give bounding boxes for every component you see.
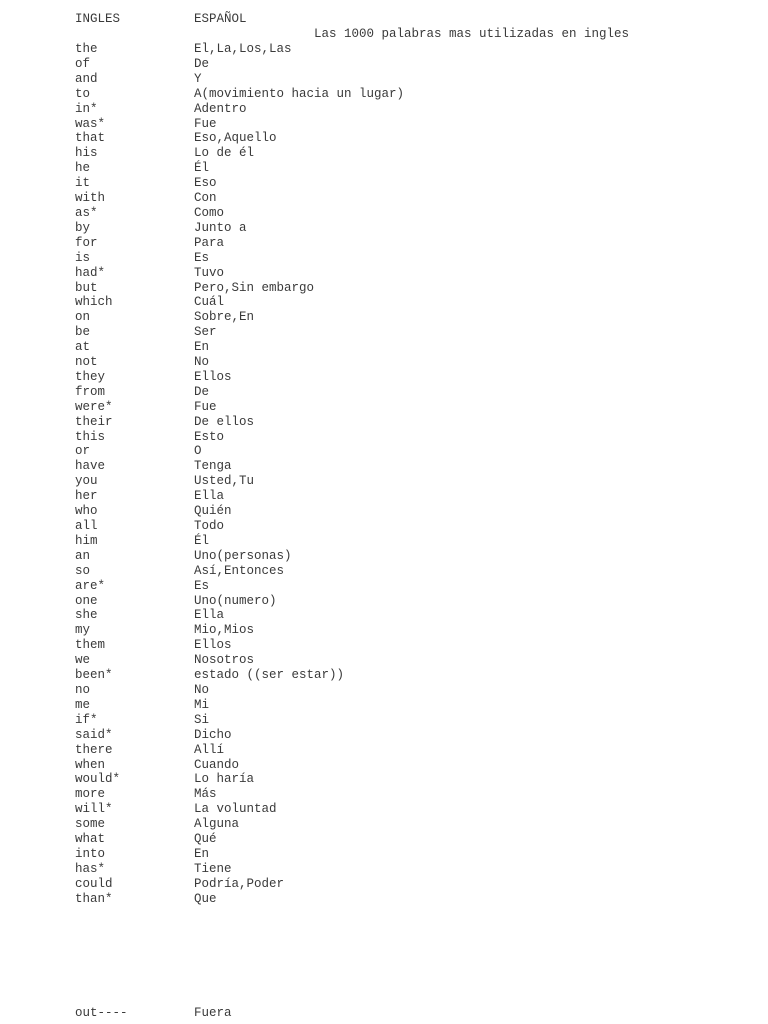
spanish-translation: La voluntad — [194, 802, 277, 817]
spanish-translation: Más — [194, 787, 217, 802]
spanish-translation: Ella — [194, 608, 225, 623]
word-row — [0, 504, 768, 519]
spanish-translation: Si — [194, 712, 210, 727]
english-word: at — [75, 340, 91, 355]
spanish-translation: Fue — [194, 116, 217, 131]
word-row — [0, 295, 768, 310]
english-word: but — [75, 280, 98, 295]
word-row — [0, 385, 768, 400]
word-row — [0, 758, 768, 773]
word-row — [0, 430, 768, 445]
english-word: no — [75, 682, 91, 697]
word-row — [0, 221, 768, 236]
word-row — [0, 474, 768, 489]
spanish-translation: Así,Entonces — [194, 563, 285, 578]
english-word: what — [75, 832, 106, 847]
english-word: in* — [75, 101, 98, 116]
spanish-translation: Tiene — [194, 861, 232, 876]
word-row — [0, 146, 768, 161]
spanish-translation: No — [194, 355, 210, 370]
english-word: there — [75, 742, 113, 757]
spanish-translation: Cuál — [194, 295, 225, 310]
word-row — [0, 266, 768, 281]
word-row — [0, 191, 768, 206]
english-word: out---- — [75, 1006, 128, 1020]
spanish-translation: Eso — [194, 176, 217, 191]
english-word: into — [75, 846, 106, 861]
spanish-translation: Ella — [194, 489, 225, 504]
word-row-last — [0, 1006, 768, 1021]
english-word: some — [75, 817, 106, 832]
english-word: been* — [75, 668, 113, 683]
english-word: to — [75, 86, 91, 101]
english-word: him — [75, 533, 98, 548]
spanish-translation: Usted,Tu — [194, 474, 255, 489]
spanish-translation: Él — [194, 533, 210, 548]
word-row — [0, 236, 768, 251]
spanish-translation: Dicho — [194, 727, 232, 742]
english-word: his — [75, 146, 98, 161]
spanish-translation: Uno(numero) — [194, 593, 277, 608]
word-row — [0, 87, 768, 102]
word-row — [0, 415, 768, 430]
word-row — [0, 892, 768, 907]
english-word: as* — [75, 205, 98, 220]
word-row — [0, 161, 768, 176]
word-row — [0, 310, 768, 325]
spanish-translation: A(movimiento hacia un lugar) — [194, 86, 405, 101]
word-row — [0, 400, 768, 415]
spanish-translation: Es — [194, 250, 210, 265]
english-word: all — [75, 519, 98, 533]
word-row — [0, 743, 768, 758]
spanish-translation: Para — [194, 235, 225, 250]
word-row — [0, 728, 768, 743]
word-row — [0, 355, 768, 370]
english-word: when — [75, 757, 106, 772]
english-word: not — [75, 355, 98, 370]
spanish-translation: Con — [194, 191, 217, 206]
word-row — [0, 549, 768, 564]
spanish-translation: El,La,Los,Las — [194, 42, 292, 56]
spanish-translation: Quién — [194, 504, 232, 519]
english-word: we — [75, 653, 91, 668]
english-word: if* — [75, 712, 98, 727]
word-row — [0, 847, 768, 862]
word-list — [0, 42, 768, 907]
spanish-translation: Alguna — [194, 817, 240, 832]
english-word: their — [75, 414, 113, 429]
word-row — [0, 176, 768, 191]
english-word: be — [75, 325, 91, 340]
spanish-translation: De — [194, 384, 210, 399]
spanish-translation: Uno(personas) — [194, 548, 292, 563]
english-word: her — [75, 489, 98, 504]
word-row — [0, 57, 768, 72]
word-row — [0, 608, 768, 623]
spanish-translation: Y — [194, 71, 202, 86]
spanish-translation: Él — [194, 161, 210, 176]
spanish-translation: Allí — [194, 742, 225, 757]
word-row — [0, 325, 768, 340]
spanish-translation: Lo haría — [194, 772, 255, 787]
spanish-translation: Tenga — [194, 459, 232, 474]
english-word: said* — [75, 727, 113, 742]
english-word: you — [75, 474, 98, 489]
word-row — [0, 564, 768, 579]
word-row — [0, 862, 768, 877]
word-row — [0, 281, 768, 296]
spanish-translation: De — [194, 56, 210, 71]
english-word: or — [75, 444, 91, 459]
spanish-translation: Tuvo — [194, 265, 225, 280]
spanish-translation: De ellos — [194, 414, 255, 429]
english-word: them — [75, 638, 106, 653]
column-header-spanish: ESPAÑOL — [194, 12, 247, 26]
spanish-translation: Ser — [194, 325, 217, 340]
english-word: he — [75, 161, 91, 176]
english-word: who — [75, 504, 98, 519]
english-word: were* — [75, 399, 113, 414]
english-word: the — [75, 42, 98, 56]
english-word: my — [75, 623, 91, 638]
spanish-translation: Mi — [194, 697, 210, 712]
word-row — [0, 102, 768, 117]
english-word: an — [75, 548, 91, 563]
word-row — [0, 817, 768, 832]
word-row — [0, 802, 768, 817]
english-word: this — [75, 429, 106, 444]
word-row — [0, 698, 768, 713]
english-word: so — [75, 563, 91, 578]
spanish-translation: Sobre,En — [194, 310, 255, 325]
spanish-translation: Ellos — [194, 369, 232, 384]
spanish-translation: Junto a — [194, 220, 247, 235]
english-word: would* — [75, 772, 121, 787]
english-word: from — [75, 384, 106, 399]
spanish-translation: Que — [194, 891, 217, 906]
spanish-translation: Adentro — [194, 101, 247, 116]
spanish-translation: No — [194, 682, 210, 697]
word-row — [0, 623, 768, 638]
spanish-translation: O — [194, 444, 202, 459]
english-word: more — [75, 787, 106, 802]
english-word: could — [75, 876, 113, 891]
word-row — [0, 72, 768, 87]
english-word: than* — [75, 891, 113, 906]
word-row — [0, 534, 768, 549]
english-word: had* — [75, 265, 106, 280]
spanish-translation: estado ((ser estar)) — [194, 668, 345, 683]
english-word: has* — [75, 861, 106, 876]
spanish-translation: Podría,Poder — [194, 876, 285, 891]
english-word: was* — [75, 116, 106, 131]
english-word: one — [75, 593, 98, 608]
spanish-translation: Todo — [194, 519, 225, 533]
document-title: Las 1000 palabras mas utilizadas en ingles — [314, 27, 630, 41]
english-word: of — [75, 56, 91, 71]
spanish-translation: Mio,Mios — [194, 623, 255, 638]
word-row — [0, 370, 768, 385]
word-row — [0, 653, 768, 668]
word-row — [0, 519, 768, 534]
english-word: me — [75, 697, 91, 712]
word-row — [0, 579, 768, 594]
english-word: are* — [75, 578, 106, 593]
english-word: on — [75, 310, 91, 325]
spanish-translation: Lo de él — [194, 146, 255, 161]
spanish-translation: Fuera — [194, 1006, 232, 1020]
spanish-translation: En — [194, 846, 210, 861]
word-row — [0, 251, 768, 266]
word-row — [0, 787, 768, 802]
word-row — [0, 42, 768, 57]
spanish-translation: Eso,Aquello — [194, 131, 277, 146]
spanish-translation: Qué — [194, 832, 217, 847]
word-row — [0, 832, 768, 847]
spanish-translation: Esto — [194, 429, 225, 444]
english-word: they — [75, 369, 106, 384]
word-row — [0, 459, 768, 474]
english-word: have — [75, 459, 106, 474]
word-row — [0, 877, 768, 892]
english-word: which — [75, 295, 113, 310]
column-header-english: INGLES — [75, 12, 121, 26]
word-row — [0, 713, 768, 728]
word-row — [0, 444, 768, 459]
word-row — [0, 668, 768, 683]
word-row — [0, 594, 768, 609]
spanish-translation: Ellos — [194, 638, 232, 653]
spanish-translation: Fue — [194, 399, 217, 414]
english-word: it — [75, 176, 91, 191]
word-row — [0, 683, 768, 698]
english-word: will* — [75, 802, 113, 817]
english-word: for — [75, 235, 98, 250]
english-word: and — [75, 71, 98, 86]
spanish-translation: Cuando — [194, 757, 240, 772]
english-word: by — [75, 220, 91, 235]
spanish-translation: Pero,Sin embargo — [194, 280, 315, 295]
word-row — [0, 772, 768, 787]
english-word: with — [75, 191, 106, 206]
word-row — [0, 340, 768, 355]
word-row — [0, 638, 768, 653]
word-row — [0, 117, 768, 132]
english-word: she — [75, 608, 98, 623]
spanish-translation: Nosotros — [194, 653, 255, 668]
spanish-translation: Como — [194, 205, 225, 220]
word-row — [0, 206, 768, 221]
word-row — [0, 131, 768, 146]
word-row — [0, 489, 768, 504]
english-word: is — [75, 250, 91, 265]
spanish-translation: En — [194, 340, 210, 355]
spanish-translation: Es — [194, 578, 210, 593]
english-word: that — [75, 131, 106, 146]
